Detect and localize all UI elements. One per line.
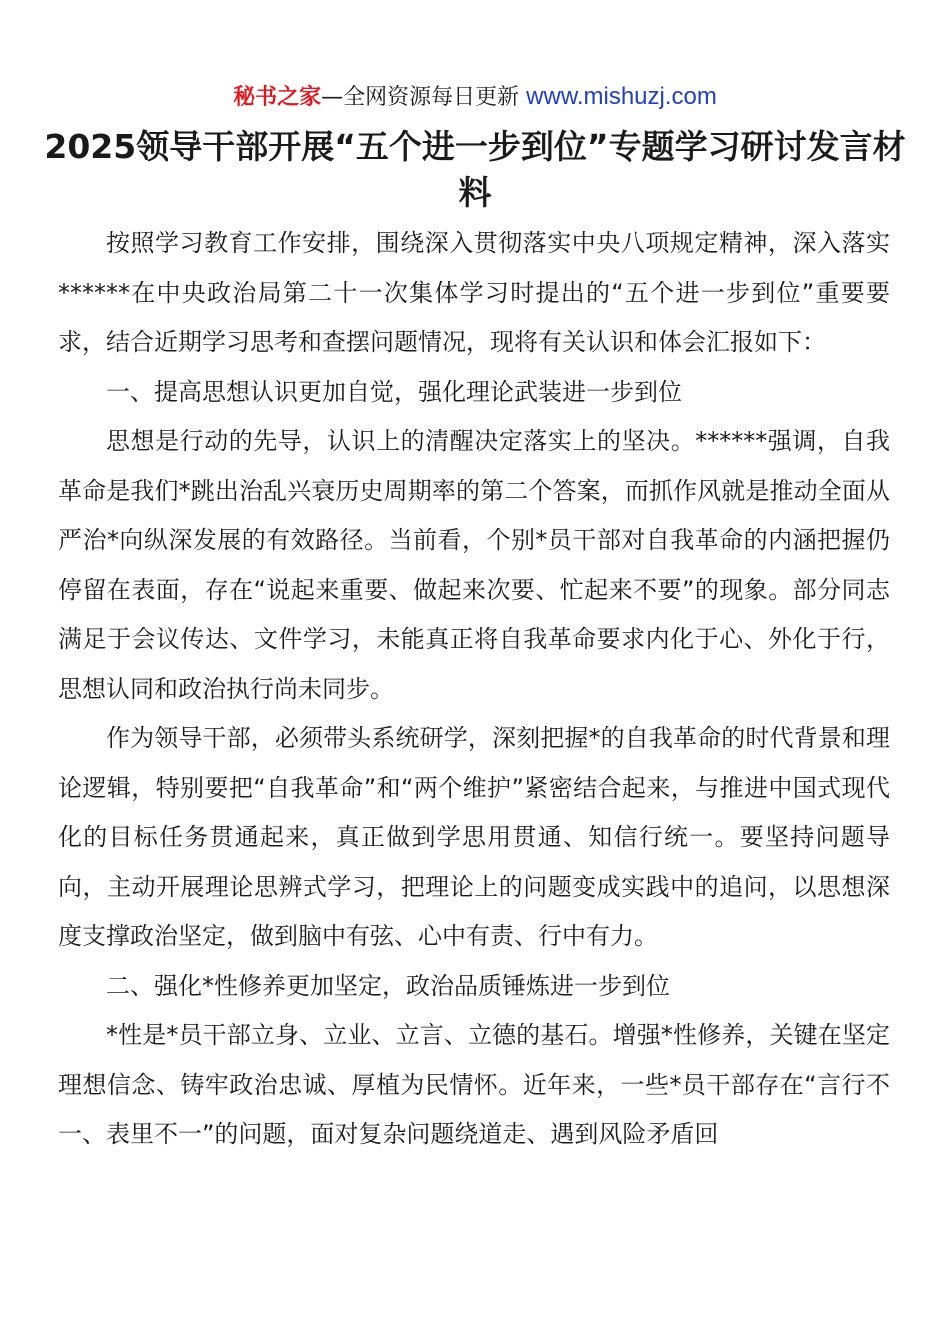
body-paragraph: *性是*员干部立身、立业、立言、立德的基石。增强*性修养，关键在坚定理想信念、铸牢政治忠诚、厚植为民情怀。近年来，一些*员干部存在“言行不一、表里不一”的问题，面对复杂问题绕道走、遇到风险矛盾回	[58, 1021, 890, 1148]
site-header	[0, 80, 950, 115]
section-heading-1: 一、提高思想认识更加自觉，强化理论武装进一步到位	[106, 377, 682, 406]
body-paragraph: 作为领导干部，必须带头系统研学，深刻把握*的自我革命的时代背景和理论逻辑，特别要把“自我革命”和“两个维护”紧密结合起来，与推进中国式现代化的目标任务贯通起来，真正做到学思用贯通、知信行统一。要坚持问题导向，主动开展理论思辨式学习，把理论上的问题变成实践中的追问，以思想深度支撑政治坚定，做到脑中有弦、心中有责、行中有力。	[58, 724, 890, 950]
document-title: 2025领导干部开展“五个进一步到位”专题学习研讨发言材料	[44, 127, 906, 212]
brand-name: 秘书之家	[233, 85, 322, 110]
site-slogan: —全网资源每日更新	[321, 85, 520, 110]
body-paragraph: 思想是行动的先导，认识上的清醒决定落实上的坚决。******强调，自我革命是我们*跳出治乱兴衰历史周期率的第二个答案，而抓作风就是推动全面从严治*向纵深发展的有效路径。当前看，个别*员干部对自我革命的内涵把握仍停留在表面，存在“说起来重要、做起来次要、忙起来不要”的现象。部分同志满足于会议传达、文件学习，未能真正将自我革命要求内化于心、外化于行，思想认同和政治执行尚未同步。	[58, 427, 890, 703]
intro-paragraph: 按照学习教育工作安排，围绕深入贯彻落实中央八项规定精神，深入落实******在中央政治局第二十一次集体学习时提出的“五个进一步到位”重要要求，结合近期学习思考和查摆问题情况，现将有关认识和体会汇报如下：	[58, 229, 890, 356]
document-body	[58, 219, 890, 1160]
site-url-link[interactable]: www.mishuzj.com	[526, 83, 717, 110]
section-heading-2: 二、强化*性修养更加坚定，政治品质锤炼进一步到位	[106, 971, 670, 1000]
